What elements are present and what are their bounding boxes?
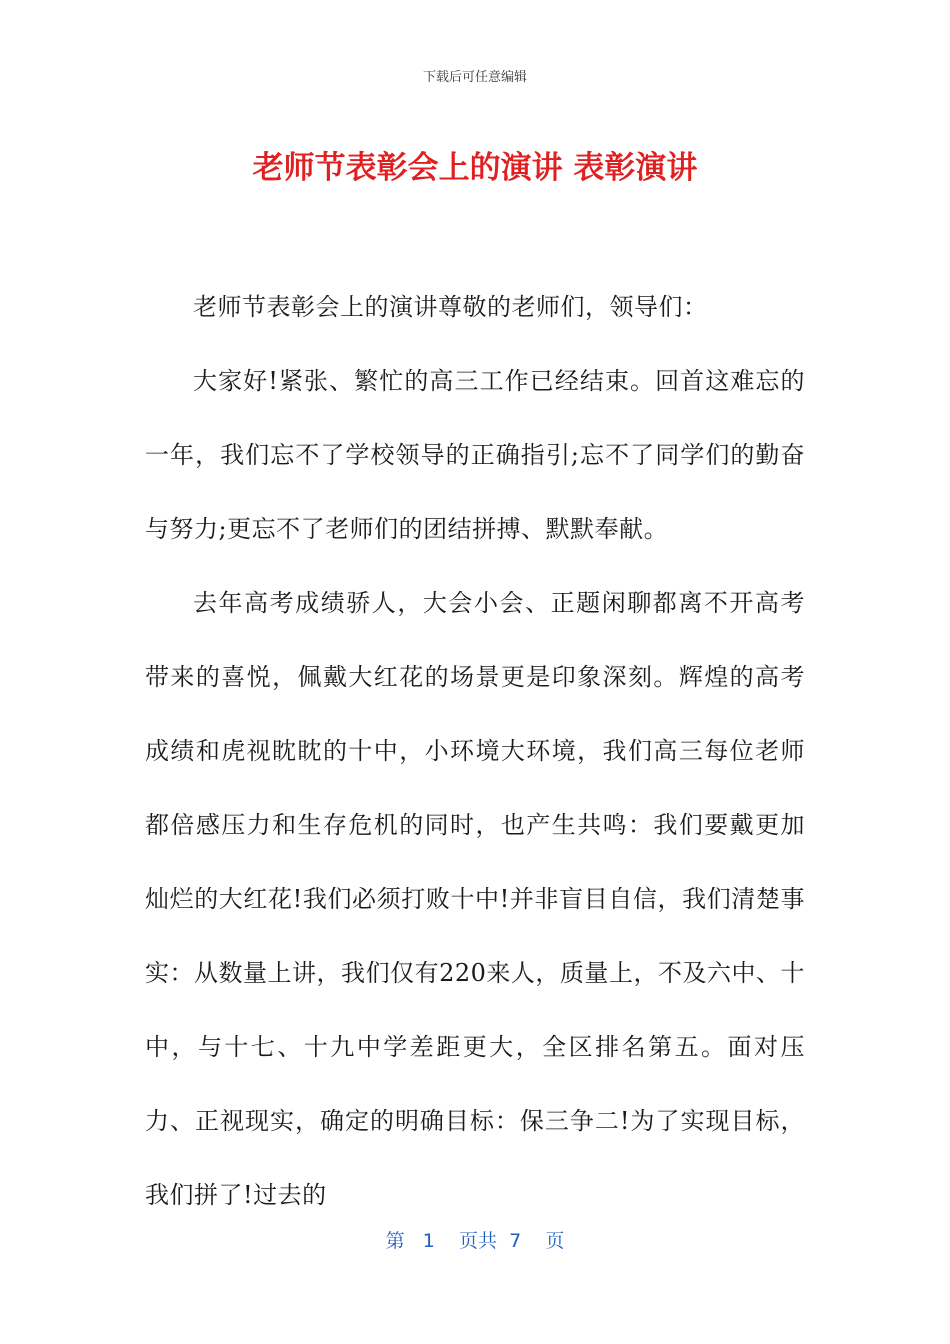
page-suffix: 页 bbox=[545, 1230, 565, 1252]
paragraph: 大家好!紧张、繁忙的高三工作已经结束。回首这难忘的一年，我们忘不了学校领导的正确指引;忘不了同学们的勤奋与努力;更忘不了老师们的团结拼搏、默默奉献。 bbox=[145, 367, 805, 543]
page-footer bbox=[0, 1226, 950, 1253]
page-number: 1 bbox=[422, 1230, 435, 1252]
page-middle: 页共 bbox=[459, 1230, 498, 1252]
paragraph: 老师节表彰会上的演讲尊敬的老师们，领导们： bbox=[193, 293, 708, 321]
document-body bbox=[145, 270, 805, 1232]
header-note: 下载后可任意编辑 bbox=[422, 70, 527, 85]
paragraph: 去年高考成绩骄人，大会小会、正题闲聊都离不开高考带来的喜悦，佩戴大红花的场景更是印象深刻。辉煌的高考成绩和虎视眈眈的十中，小环境大环境，我们高三每位老师都倍感压力和生存危机的同时，也产生共鸣：我们要戴更加灿烂的大红花!我们必须打败十中!并非盲目自信，我们清楚事实：从数量上讲，我们仅有220来人，质量上，不及六中、十中，与十七、十九中学差距更大，全区排名第五。面对压力、正视现实，确定的明确目标：保三争二!为了实现目标，我们拼了!过去的 bbox=[145, 589, 805, 1209]
page-total: 7 bbox=[509, 1230, 522, 1252]
document-title: 老师节表彰会上的演讲 表彰演讲 bbox=[252, 150, 698, 186]
page-prefix: 第 bbox=[385, 1230, 405, 1252]
